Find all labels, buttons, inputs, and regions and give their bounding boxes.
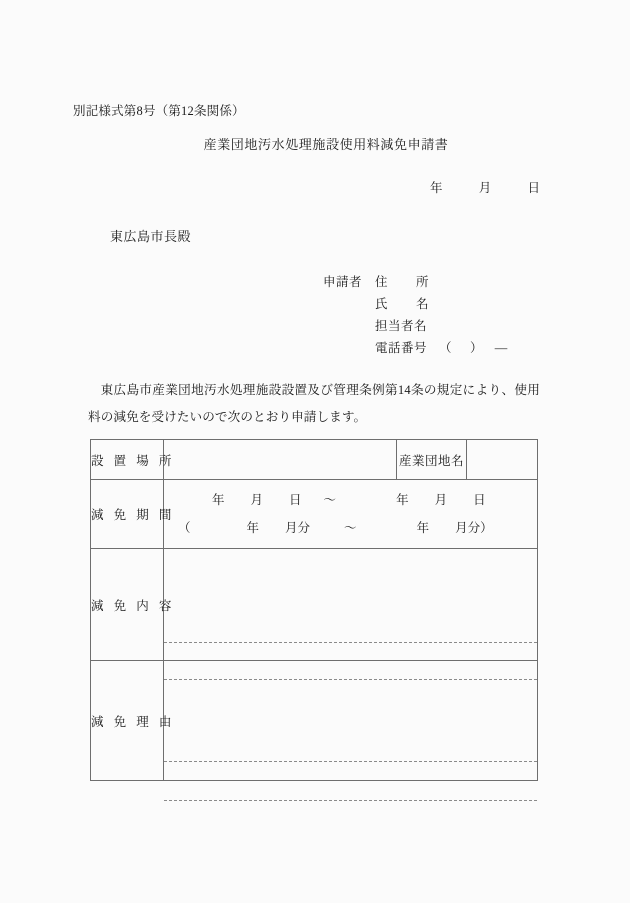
period-start-year: 年 [212, 493, 225, 507]
addressee: 東広島市長殿 [110, 229, 192, 244]
applicant-block [323, 272, 510, 360]
period-end-month: 月 [434, 493, 448, 507]
applicant-name-label: 氏 名 [375, 297, 429, 311]
application-table [90, 439, 538, 781]
field-industrial-park-name[interactable] [467, 440, 538, 480]
period-end-year: 年 [396, 493, 409, 507]
table-row-details [91, 549, 538, 661]
period-lines [164, 486, 537, 542]
label-reduction-period: 減 免 期 間 [91, 480, 164, 549]
applicant-row-name [323, 294, 510, 316]
table-row-period [91, 480, 538, 549]
applicant-contact-label: 担当者名 [375, 319, 428, 333]
form-code: 別記様式第8号（第12条関係） [73, 104, 245, 118]
details-guide-line-2 [164, 679, 537, 680]
period-month-tilde: ～ [344, 521, 357, 535]
label-industrial-park-name: 産業団地名 [397, 440, 467, 480]
period-start-day: 日 [289, 493, 302, 507]
period-end-day: 日 [473, 493, 486, 507]
details-guide-line-1 [164, 642, 537, 643]
applicant-address-label: 住 所 [375, 275, 429, 289]
applicant-phone-label: 電話番号 [375, 341, 428, 355]
field-reduction-period[interactable] [164, 480, 538, 549]
period-month-start-year: 年 [246, 521, 260, 535]
applicant-row-address [323, 272, 510, 294]
date-line [430, 178, 540, 196]
period-line-months [174, 514, 537, 542]
field-reduction-details[interactable] [164, 549, 538, 661]
period-month-end: 月分） [455, 521, 493, 535]
label-installation-location: 設 置 場 所 [91, 440, 164, 480]
applicant-phone-value[interactable]: （ ） ― [439, 341, 511, 355]
table-row-location [91, 440, 538, 480]
page-title: 産業団地汚水処理施設使用料減免申請書 [203, 137, 449, 152]
date-year-label: 年 [430, 181, 443, 195]
label-reduction-details: 減 免 内 容 [91, 549, 164, 661]
applicant-row-phone [323, 338, 510, 360]
period-start-month: 月 [250, 493, 264, 507]
date-day-label: 日 [527, 181, 541, 195]
period-paren-open: （ [178, 521, 191, 535]
period-month-end-year: 年 [416, 521, 430, 535]
period-line-dates [174, 486, 537, 514]
period-month-start: 月分 [285, 521, 311, 535]
reason-guide-line-2 [164, 800, 537, 801]
label-reduction-reason: 減 免 理 由 [91, 661, 164, 781]
date-month-label: 月 [478, 181, 492, 195]
reason-guide-line-1 [164, 761, 537, 762]
applicant-lead-label: 申請者 [323, 275, 363, 289]
body-paragraph: 東広島市産業団地汚水処理施設設置及び管理条例第14条の規定により、使用料の減免を受けたいので次のとおり申請します。 [88, 383, 540, 424]
period-tilde: ～ [323, 493, 337, 507]
field-installation-location[interactable] [164, 440, 397, 480]
applicant-row-contact [323, 316, 510, 338]
